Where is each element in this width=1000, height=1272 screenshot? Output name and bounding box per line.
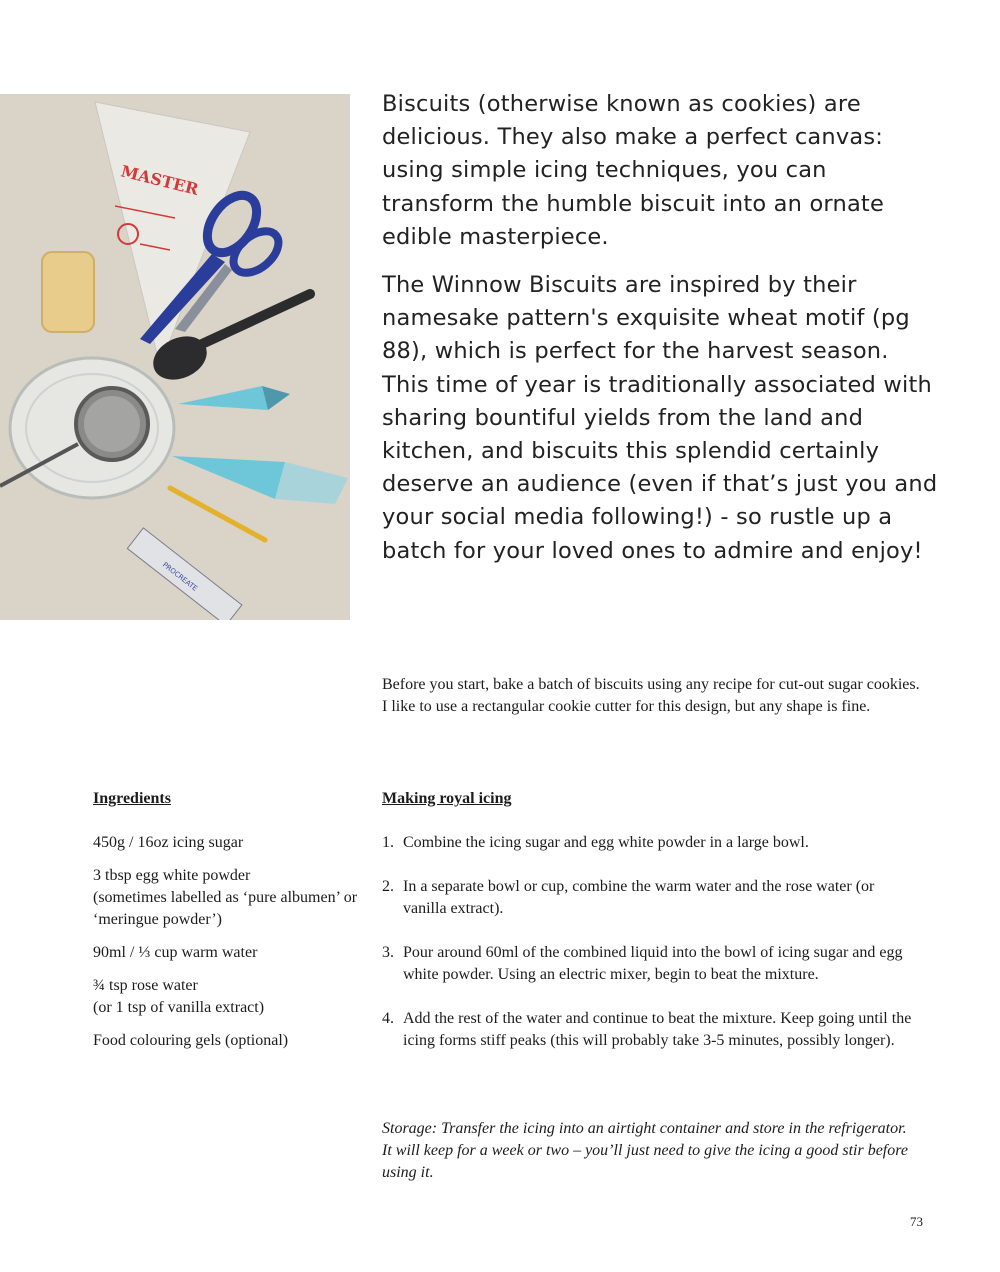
step-text: In a separate bowl or cup, combine the warm water and the rose water (or vanilla extract).	[403, 878, 875, 917]
ingredient-item: 450g / 16oz icing sugar	[93, 834, 244, 851]
step-number: 1.	[382, 834, 394, 851]
method-step	[382, 1008, 912, 1052]
ingredient-item: Food colouring gels (optional)	[93, 1032, 289, 1049]
ingredient-item: 3 tbsp egg white powder (sometimes labelled as ‘pure albumen’ or ‘meringue powder’)	[93, 867, 358, 928]
storage-note: Storage: Transfer the icing into an airtight container and store in the refrigerator. It will keep for a week or two – you’ll just need to give the icing a good stir before using it.	[382, 1120, 908, 1181]
intro-paragraph: Biscuits (otherwise known as cookies) are delicious. They also make a perfect canvas: using simple icing techniques, you can transform the humble biscuit into an ornate edible masterpiece.	[382, 91, 884, 250]
method-step	[382, 942, 912, 986]
biscuit-illustration	[42, 252, 94, 332]
intro-text	[382, 88, 942, 583]
method-steps	[382, 832, 912, 1074]
ingredients-heading: Ingredients	[93, 790, 171, 807]
method-step	[382, 832, 912, 854]
method-step	[382, 876, 912, 920]
method-heading: Making royal icing	[382, 790, 512, 807]
step-number: 3.	[382, 944, 394, 961]
before-you-start-text: Before you start, bake a batch of biscuits using any recipe for cut-out sugar cookies. I like to use a rectangular cookie cutter for this design, but any shape is fine.	[382, 676, 920, 715]
step-number: 4.	[382, 1010, 394, 1027]
intro-paragraph: The Winnow Biscuits are inspired by their namesake pattern's exquisite wheat motif (pg 88), which is perfect for the harvest season. This time of year is traditionally associated with sharing bountiful yields from the land and kitchen, and biscuits this splendid certainly deserve an audience (even if that’s just you and your social media following!) - so rustle up a batch for your loved ones to admire and enjoy!	[382, 272, 938, 564]
bag-brand-text: MASTER	[119, 161, 201, 200]
ruler-text: PROCREATE	[160, 560, 199, 593]
step-text: Combine the icing sugar and egg white powder in a large bowl.	[403, 834, 809, 851]
page-number: 73	[910, 1214, 923, 1229]
step-number: 2.	[382, 878, 394, 895]
ingredients-list	[93, 832, 363, 1063]
ingredient-item: 90ml / ⅓ cup warm water	[93, 944, 258, 961]
ingredient-item: ¾ tsp rose water (or 1 tsp of vanilla extract)	[93, 977, 265, 1016]
step-text: Pour around 60ml of the combined liquid into the bowl of icing sugar and egg white powder. Using an electric mixer, begin to beat the mixture.	[403, 944, 903, 983]
step-text: Add the rest of the water and continue to beat the mixture. Keep going until the icing forms stiff peaks (this will probably take 3-5 minutes, possibly longer).	[403, 1010, 912, 1049]
tools-photo	[0, 94, 350, 620]
